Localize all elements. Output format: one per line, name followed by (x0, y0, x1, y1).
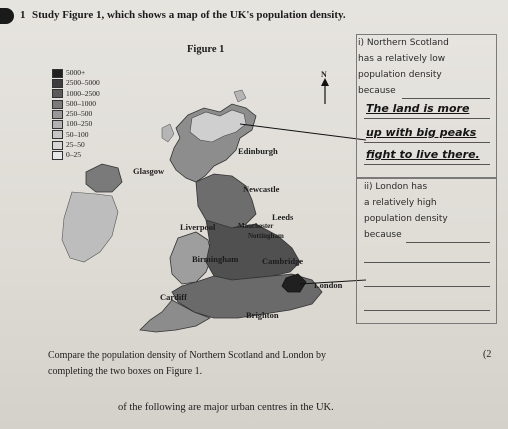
question-number: 1 (20, 9, 26, 21)
question-text: Study Figure 1, which shows a map of the UK's population density. (32, 9, 346, 21)
legend-label: 50–100 (66, 129, 89, 139)
box2-line2: a relatively high (364, 198, 437, 208)
legend-label: 25–50 (66, 140, 85, 150)
city-label-cambridge: Cambridge (262, 256, 304, 266)
legend-row (52, 89, 100, 99)
box2-line3: population density (364, 214, 448, 224)
city-label-london: London (314, 280, 343, 290)
legend-row (52, 99, 100, 109)
leader-line-scotland (240, 124, 366, 140)
city-label-glasgow: Glasgow (133, 166, 165, 176)
legend-label: 1000–2500 (66, 88, 100, 98)
city-label-nottingham: Nottingham (248, 232, 284, 240)
marks-label: (2 (483, 349, 492, 360)
legend-label: 100–250 (66, 119, 93, 129)
city-label-liverpool: Liverpool (180, 222, 216, 232)
legend-swatch (52, 69, 63, 78)
instruction-line1: Compare the population density of Northern Scotland and London by (48, 350, 327, 361)
legend-label: 0–25 (66, 150, 81, 160)
city-label-edinburgh: Edinburgh (238, 146, 278, 156)
box1-answer1[interactable]: The land is more (366, 102, 470, 115)
legend-label: 2500–5000 (66, 78, 100, 88)
legend-swatch (52, 120, 63, 129)
answer-line (402, 98, 490, 99)
answer-line (364, 118, 490, 119)
answer-line[interactable] (406, 242, 490, 243)
legend-label: 250–500 (66, 109, 93, 119)
figure-title: Figure 1 (187, 44, 225, 55)
answer-line (364, 142, 490, 143)
city-label-birmingham: Birmingham (192, 254, 239, 264)
legend-swatch (52, 110, 63, 119)
legend-row (52, 130, 100, 140)
legend-swatch (52, 130, 63, 139)
city-label-cardiff: Cardiff (160, 292, 187, 302)
map-region-ireland (62, 192, 118, 262)
legend-swatch (52, 79, 63, 88)
box1-answer3[interactable]: fight to live there. (366, 148, 480, 161)
box1-line4: because (358, 86, 396, 96)
box2-line4: because (364, 230, 402, 240)
answer-line[interactable] (364, 310, 490, 311)
box1-line3: population density (358, 70, 442, 80)
legend-swatch (52, 141, 63, 150)
box1-line1: i) Northern Scotland (358, 38, 449, 48)
instruction-line2: completing the two boxes on Figure 1. (48, 366, 203, 377)
legend-swatch (52, 151, 63, 160)
city-label-leeds: Leeds (272, 212, 294, 222)
map-region-orkney (234, 90, 246, 102)
box1-line2: has a relatively low (358, 54, 446, 64)
legend-row (52, 140, 100, 150)
answer-line (364, 164, 490, 165)
answer-line[interactable] (364, 262, 490, 263)
box1-answer2[interactable]: up with big peaks (366, 126, 477, 139)
map-region-hebrides (162, 124, 174, 142)
legend-swatch (52, 100, 63, 109)
next-question-text: of the following are major urban centres in the UK. (118, 402, 334, 413)
legend-row (52, 68, 100, 78)
city-label-manchester: Manchester (238, 222, 274, 230)
map-legend (52, 68, 100, 161)
legend-label: 500–1000 (66, 98, 96, 108)
north-label: N (321, 70, 327, 79)
north-arrow-head-icon (321, 78, 329, 86)
legend-row (52, 150, 100, 160)
map-region-northern-ireland (86, 164, 122, 192)
legend-row (52, 119, 100, 129)
city-label-newcastle: Newcastle (243, 184, 280, 194)
legend-row (52, 78, 100, 88)
map-region-north-england (196, 174, 256, 228)
legend-swatch (52, 89, 63, 98)
city-label-brighton: Brighton (246, 310, 279, 320)
legend-label: 5000+ (66, 68, 86, 77)
answer-line[interactable] (364, 286, 490, 287)
legend-row (52, 109, 100, 119)
box2-line1: ii) London has (364, 182, 428, 192)
